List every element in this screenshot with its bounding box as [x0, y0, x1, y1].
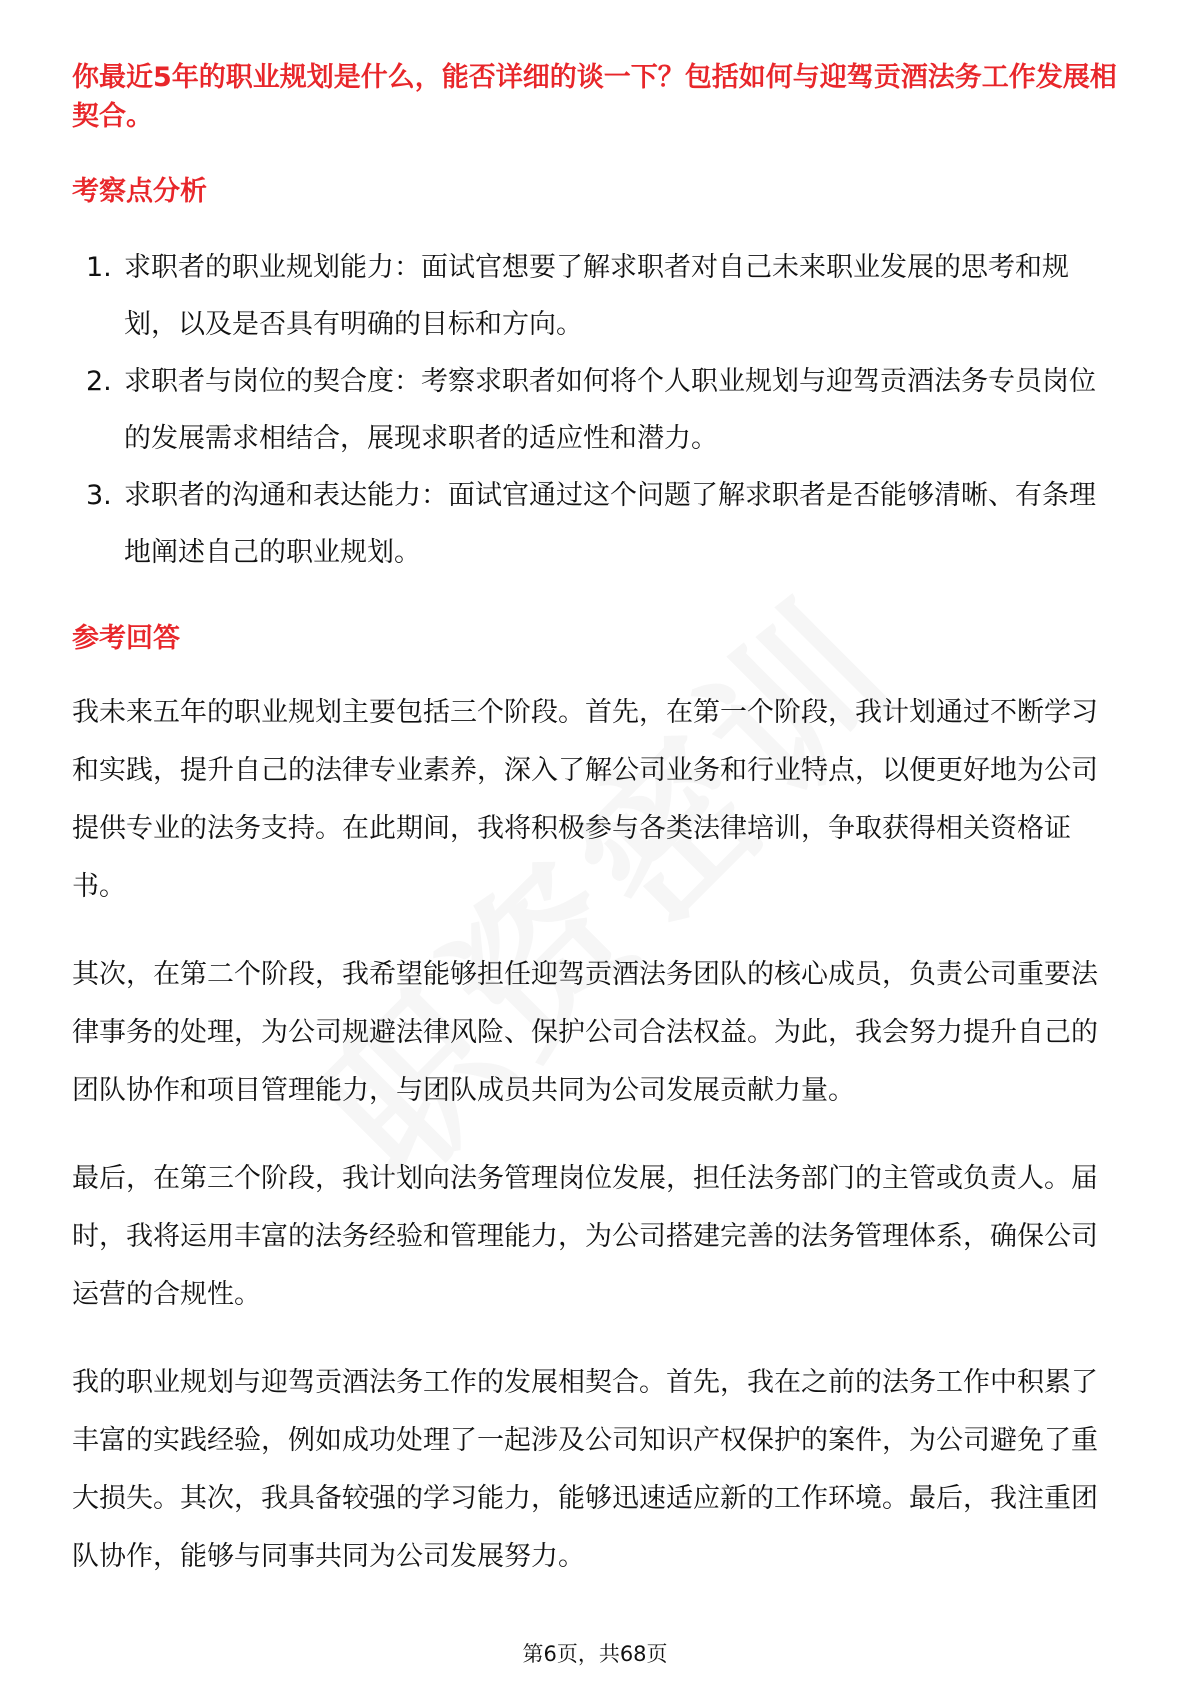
analysis-list [72, 239, 1118, 581]
answer-paragraph: 我的职业规划与迎驾贡酒法务工作的发展相契合。首先，我在之前的法务工作中积累了丰富的实践经验，例如成功处理了一起涉及公司知识产权保护的案件，为公司避免了重大损失。其次，我具备较强的学习能力，能够迅速适应新的工作环境。最后，我注重团队协作，能够与同事共同为公司发展努力。 [72, 1367, 1098, 1573]
page-footer: 第6页，共68页 [522, 1642, 668, 1666]
analysis-item [72, 467, 1118, 581]
answer-paragraph: 其次，在第二个阶段，我希望能够担任迎驾贡酒法务团队的核心成员，负责公司重要法律事务的处理，为公司规避法律风险、保护公司合法权益。为此，我会努力提升自己的团队协作和项目管理能力，与团队成员共同为公司发展贡献力量。 [72, 959, 1098, 1107]
answer-heading: 参考回答 [72, 623, 180, 655]
item-number: 1. [86, 252, 112, 284]
content-area [72, 58, 1118, 1586]
item-text: 求职者的职业规划能力：面试官想要了解求职者对自己未来职业发展的思考和规划，以及是否具有明确的目标和方向。 [124, 252, 1069, 341]
answer-paragraph: 最后，在第三个阶段，我计划向法务管理岗位发展，担任法务部门的主管或负责人。届时，我将运用丰富的法务经验和管理能力，为公司搭建完善的法务管理体系，确保公司运营的合规性。 [72, 1163, 1098, 1311]
item-text: 求职者的沟通和表达能力：面试官通过这个问题了解求职者是否能够清晰、有条理地阐述自己的职业规划。 [124, 480, 1096, 569]
item-text: 求职者与岗位的契合度：考察求职者如何将个人职业规划与迎驾贡酒法务专员岗位的发展需求相结合，展现求职者的适应性和潜力。 [124, 366, 1096, 455]
question-heading: 你最近5年的职业规划是什么，能否详细的谈一下？包括如何与迎驾贡酒法务工作发展相契合。 [72, 62, 1117, 133]
item-number: 3. [86, 480, 112, 512]
answer-paragraph: 我未来五年的职业规划主要包括三个阶段。首先，在第一个阶段，我计划通过不断学习和实践，提升自己的法律专业素养，深入了解公司业务和行业特点，以便更好地为公司提供专业的法务支持。在此期间，我将积极参与各类法律培训，争取获得相关资格证书。 [72, 697, 1098, 903]
analysis-item [72, 353, 1118, 467]
analysis-item [72, 239, 1118, 353]
analysis-heading: 考察点分析 [72, 176, 207, 208]
item-number: 2. [86, 366, 112, 398]
